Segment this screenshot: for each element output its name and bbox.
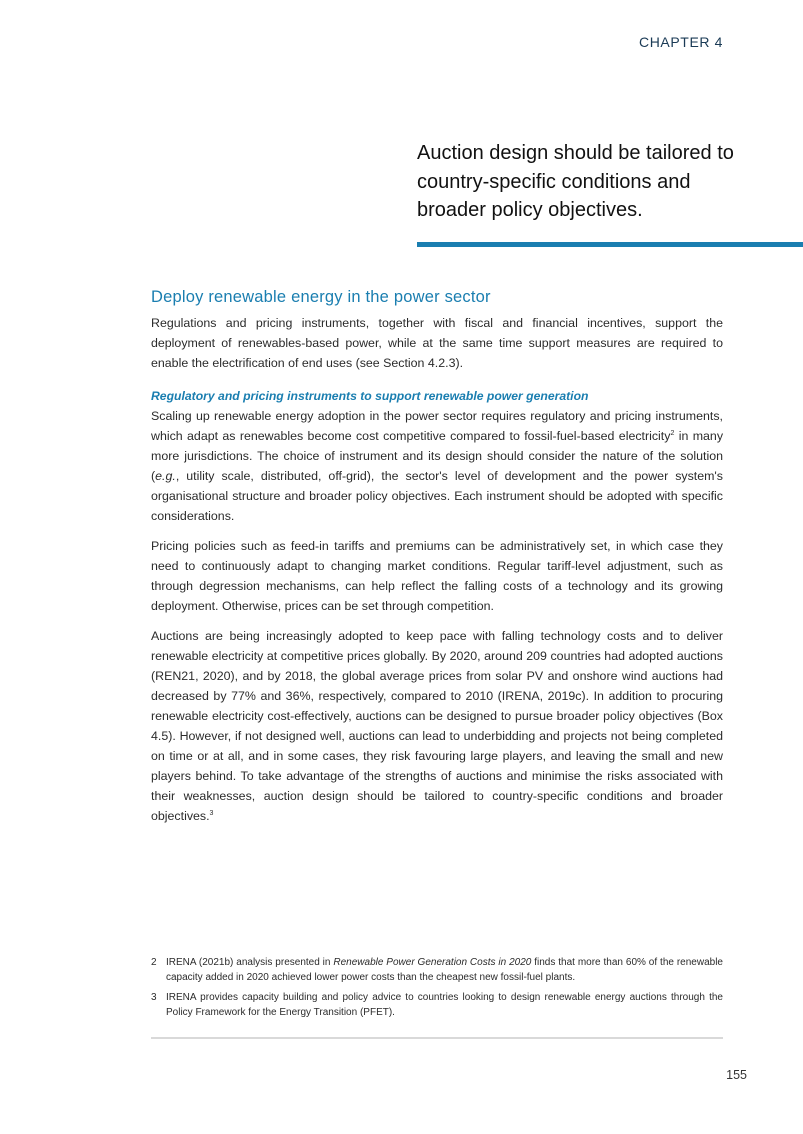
footnote-divider: [151, 1037, 723, 1039]
footnote-number: 3: [151, 992, 157, 1003]
footnote-italic: Renewable Power Generation Costs in 2020: [333, 957, 532, 968]
chapter-label: CHAPTER 4: [639, 34, 723, 50]
footnote-ref-3[interactable]: 3: [209, 809, 214, 817]
section-heading: Deploy renewable energy in the power sector: [151, 288, 491, 306]
footnote-ref-2[interactable]: 2: [670, 429, 675, 437]
footnote-text-a: IRENA (2021b) analysis presented in: [166, 957, 334, 968]
pull-quote-rule: [417, 242, 803, 247]
intro-paragraph: Regulations and pricing instruments, together with fiscal and financial incentives, support the deployment of renewables-based power, while at the same time support measures are required to enable the electrification of end uses (see Section 4.2.3).: [151, 316, 723, 370]
footnote-text: IRENA provides capacity building and policy advice to countries looking to design renewable energy auctions through the Policy Framework for the Energy Transition (PFET).: [166, 992, 723, 1018]
footnote-item: [151, 955, 723, 985]
page-number: 155: [726, 1068, 747, 1082]
footnote-number: 2: [151, 957, 157, 968]
paragraph-3: [151, 626, 723, 826]
pull-quote: Auction design should be tailored to country-specific conditions and broader policy objectives.: [417, 142, 734, 221]
paragraph-3-text: Auctions are being increasingly adopted to keep pace with falling technology costs and to deliver renewable electricity at competitive prices globally. By 2020, around 209 countries had adopted auctions (REN21, 2020), and by 2018, the global average prices from solar PV and onshore wind auctions had decreased by 77% and 36%, respectively, compared to 2010 (IRENA, 2019c). In addition to procuring renewable electricity cost-effectively, auctions can be designed to pursue broader policy objectives (Box 4.5). However, if not designed well, auctions can lead to underbidding and projects not being completed on time or at all, and in some cases, they risk favouring large players, and leaving the small and new players behind. To take advantage of the strengths of auctions and minimise the risks associated with their weaknesses, auction design should be tailored to country-specific conditions and broader objectives.: [151, 629, 723, 823]
footnotes: [151, 955, 723, 1025]
paragraph-1-italic: e.g.: [155, 469, 176, 483]
paragraph-1: [151, 406, 723, 526]
footnote-text: [166, 955, 723, 985]
paragraph-1-text-c: , utility scale, distributed, off-grid), the sector's level of development and the power system's organisational structure and broader policy objectives. Each instrument should be adopted with specific considerations.: [151, 469, 723, 523]
paragraph-2: Pricing policies such as feed-in tariffs and premiums can be administratively set, in which case they need to continuously adapt to changing market conditions. Regular tariff-level adjustment, such as through degression mechanisms, can help reflect the falling costs of a technology and its growing deployment. Otherwise, prices can be set through competition.: [151, 539, 723, 613]
footnote-item: [151, 990, 723, 1020]
paragraph-1-text-b: in many more jurisdictions. The choice of instrument and its design should consider the nature of the solution (: [151, 429, 724, 483]
paragraph-1-text-a: Scaling up renewable energy adoption in the power sector requires regulatory and pricing instruments, which adapt as renewables become cost competitive compared to fossil-fuel-based electricity: [151, 409, 723, 443]
footnote-text-b: finds that more than 60% of the renewable capacity added in 2020 achieved lower power costs than the cheapest new fossil-fuel plants.: [166, 957, 723, 983]
main-content: [151, 288, 723, 836]
subheading: Regulatory and pricing instruments to support renewable power generation: [151, 389, 589, 403]
